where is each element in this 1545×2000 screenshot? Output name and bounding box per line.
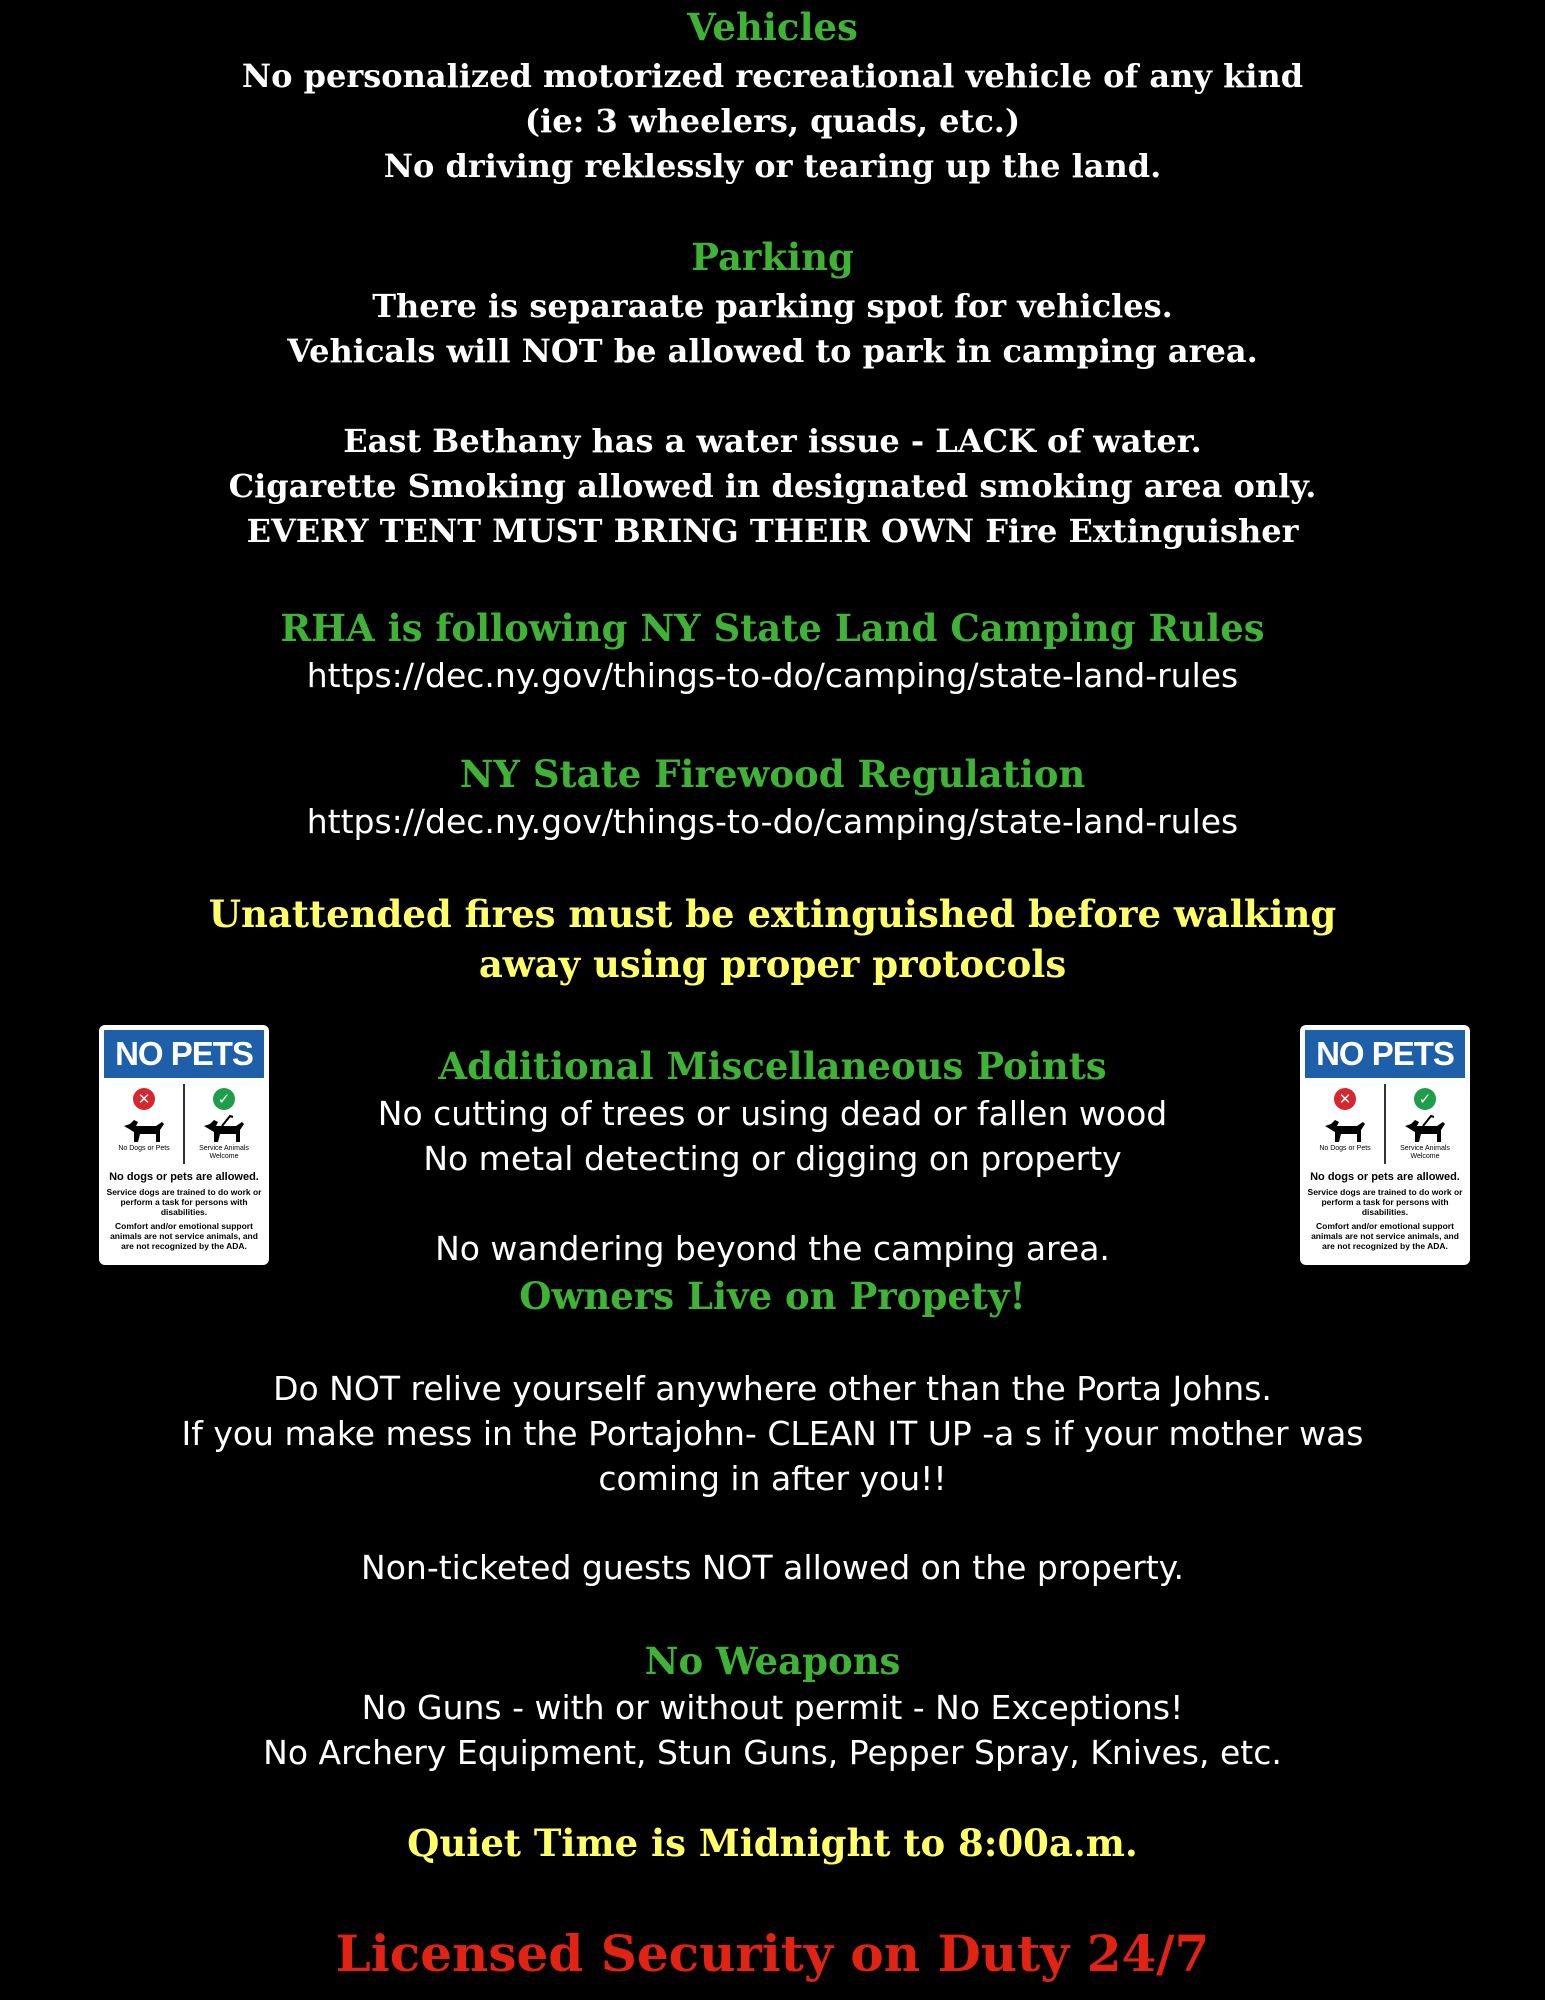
sign-yes-caption: Service Animals Welcome	[199, 1145, 249, 1160]
quiet-time-notice: Quiet Time is Midnight to 8:00a.m.	[407, 1821, 1138, 1865]
weapons-rule-2: No Archery Equipment, Stun Guns, Pepper Spray, Knives, etc.	[263, 1733, 1282, 1772]
fires-notice-2: away using proper protocols	[478, 942, 1067, 986]
guests-rule: Non-ticketed guests NOT allowed on the property.	[361, 1548, 1184, 1587]
smoking-notice: Cigarette Smoking allowed in designated smoking area only.	[228, 467, 1317, 505]
sign-text-1: No dogs or pets are allowed.	[109, 1171, 259, 1183]
misc-rule-digging: No metal detecting or digging on property	[423, 1139, 1122, 1178]
sign-text-2: Service dogs are trained to do work or perform a task for persons with disabilities.	[106, 1187, 262, 1217]
vehicles-heading: Vehicles	[687, 5, 858, 49]
weapons-rule-1: No Guns - with or without permit - No Exceptions!	[361, 1688, 1184, 1727]
sign-title: NO PETS	[104, 1030, 264, 1078]
restroom-rule-1: Do NOT relive yourself anywhere other than the Porta Johns.	[273, 1369, 1272, 1408]
firewood-heading: NY State Firewood Regulation	[459, 752, 1086, 796]
no-pets-sign-right	[1300, 1025, 1470, 1265]
sign-no-caption: No Dogs or Pets	[1319, 1145, 1371, 1152]
sign-yes-caption: Service Animals Welcome	[1400, 1145, 1450, 1160]
misc-rule-wandering: No wandering beyond the camping area.	[435, 1229, 1110, 1268]
owners-notice: Owners Live on Propety!	[519, 1274, 1026, 1318]
fires-notice-1: Unattended fires must be extinguished before walking	[208, 892, 1337, 936]
sign-no-caption: No Dogs or Pets	[118, 1145, 170, 1152]
parking-rule-1: There is separaate parking spot for vehicles.	[372, 287, 1173, 325]
service-dog-icon	[200, 1114, 248, 1144]
security-notice: Licensed Security on Duty 24/7	[335, 1924, 1210, 1983]
sign-text-1: No dogs or pets are allowed.	[1310, 1171, 1460, 1183]
x-mark-icon: ✕	[1334, 1088, 1356, 1110]
restroom-rule-3: coming in after you!!	[598, 1459, 947, 1498]
sign-text-3: Comfort and/or emotional support animals are not service animals, and are not recognized by the ADA.	[110, 1221, 258, 1251]
vehicles-rule-3: No driving reklessly or tearing up the land.	[383, 147, 1162, 185]
camping-rules-link[interactable]: https://dec.ny.gov/things-to-do/camping/state-land-rules	[306, 656, 1239, 695]
service-dog-icon	[1401, 1114, 1449, 1144]
extinguisher-notice: EVERY TENT MUST BRING THEIR OWN Fire Extinguisher	[246, 512, 1299, 550]
firewood-link[interactable]: https://dec.ny.gov/things-to-do/camping/state-land-rules	[306, 802, 1239, 841]
vehicles-rule-1: No personalized motorized recreational vehicle of any kind	[241, 57, 1304, 95]
dog-icon	[1321, 1114, 1369, 1144]
parking-rule-2: Vehicals will NOT be allowed to park in camping area.	[287, 332, 1258, 370]
check-mark-icon: ✓	[1414, 1088, 1436, 1110]
sign-text-2: Service dogs are trained to do work or perform a task for persons with disabilities.	[1307, 1187, 1463, 1217]
x-mark-icon: ✕	[133, 1088, 155, 1110]
misc-rule-trees: No cutting of trees or using dead or fallen wood	[377, 1094, 1168, 1133]
check-mark-icon: ✓	[213, 1088, 235, 1110]
restroom-rule-2: If you make mess in the Portajohn- CLEAN IT UP -a s if your mother was	[181, 1414, 1364, 1453]
vehicles-rule-2: (ie: 3 wheelers, quads, etc.)	[524, 102, 1021, 140]
parking-heading: Parking	[691, 235, 854, 279]
weapons-heading: No Weapons	[644, 1639, 901, 1683]
misc-heading: Additional Miscellaneous Points	[438, 1044, 1107, 1088]
sign-text-3: Comfort and/or emotional support animals are not service animals, and are not recognized by the ADA.	[1311, 1221, 1459, 1251]
water-notice: East Bethany has a water issue - LACK of water.	[343, 422, 1202, 460]
no-pets-sign-left	[99, 1025, 269, 1265]
camping-rules-heading: RHA is following NY State Land Camping Rules	[280, 606, 1265, 650]
sign-title: NO PETS	[1305, 1030, 1465, 1078]
dog-icon	[120, 1114, 168, 1144]
